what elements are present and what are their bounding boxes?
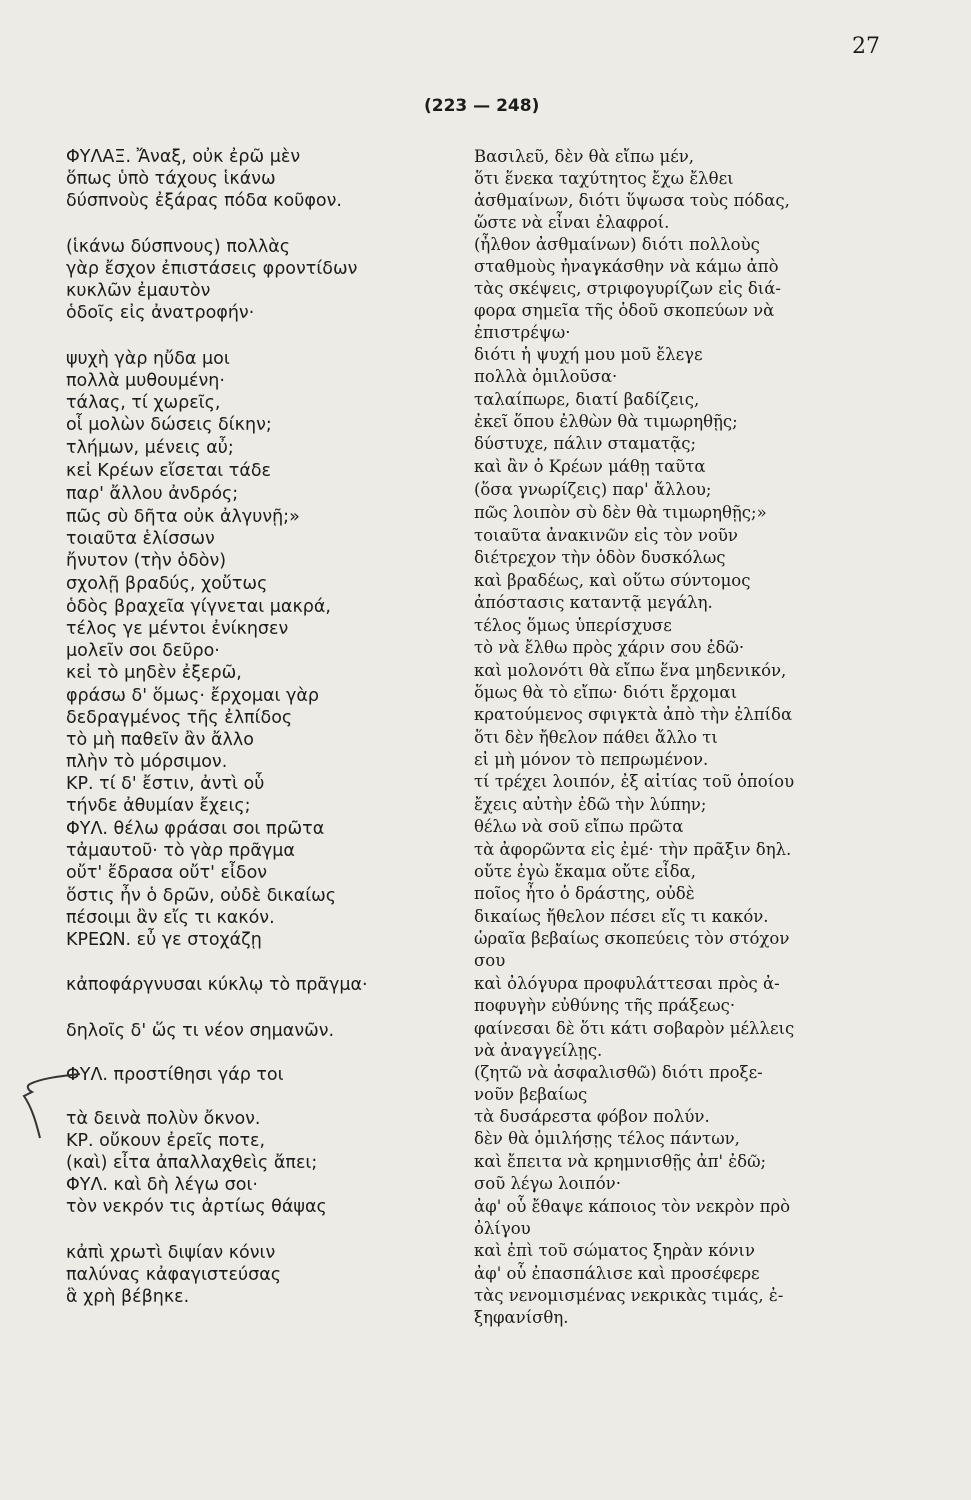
translation-line: καὶ ὀλόγυρα προφυλάττεσαι πρὸς ἀ-	[474, 974, 780, 993]
greek-text-line: τὸν νεκρόν τις ἀρτίως θάψας	[66, 1197, 327, 1217]
translation-line: σοῦ λέγω λοιπόν·	[474, 1174, 621, 1193]
translation-line: ἐπιστρέψω·	[474, 323, 571, 342]
greek-text-line: τήνδε ἀθυμίαν ἔχεις;	[66, 796, 251, 816]
greek-text-line: τλήμων, μένεις αὖ;	[66, 438, 234, 458]
greek-text-line: ὅστις ἦν ὁ δρῶν, οὐδὲ δικαίως	[66, 886, 337, 906]
greek-text-line: ΦΥΛ. καὶ δὴ λέγω σοι·	[66, 1175, 258, 1195]
greek-text-line: ΚΡ. τί δ' ἔστιν, ἀντὶ οὗ	[66, 774, 265, 794]
greek-text-line: ἃ χρὴ βέβηκε.	[66, 1287, 190, 1307]
translation-line: ὡραῖα βεβαίως σκοπεύεις τὸν στόχον	[474, 929, 790, 948]
translation-line: τὰς νενομισμένας νεκρικὰς τιμάς, ἐ-	[474, 1286, 784, 1305]
greek-text-line: ΚΡΕΩΝ. εὖ γε στοχάζῃ	[66, 930, 262, 950]
greek-text-line: ΦΥΛ. προστίθησι γάρ τοι	[66, 1065, 284, 1085]
greek-text-line: παρ' ἄλλου ἀνδρός;	[66, 484, 239, 504]
translation-line: ὅτι ἕνεκα ταχύτητος ἔχω ἔλθει	[474, 169, 734, 188]
greek-text-line: ΦΥΛΑΞ. Ἄναξ, οὐκ ἐρῶ μὲν	[66, 147, 301, 167]
translation-line: εἰ μὴ μόνον τὸ πεπρωμένον.	[474, 750, 709, 769]
greek-text-line: γὰρ ἔσχον ἐπιστάσεις φροντίδων	[66, 259, 358, 279]
translation-line: διότι ἡ ψυχή μου μοῦ ἔλεγε	[474, 345, 703, 364]
translation-line: Βασιλεῦ, δὲν θὰ εἴπω μέν,	[474, 147, 695, 166]
translation-line: ταλαίπωρε, διατί βαδίζεις,	[474, 390, 700, 409]
translation-line: πολλὰ ὁμιλοῦσα·	[474, 367, 618, 386]
translation-line: ὅτι δὲν ἤθελον πάθει ἄλλο τι	[474, 728, 718, 747]
translation-line: καὶ βραδέως, καὶ οὕτω σύντομος	[474, 571, 751, 590]
greek-text-line: κεἰ Κρέων εἴσεται τάδε	[66, 461, 272, 481]
greek-text-line: τὸ μὴ παθεῖν ἂν ἄλλο	[66, 730, 254, 750]
greek-text-line: κυκλῶν ἐμαυτὸν	[66, 281, 211, 301]
greek-text-line: δεδραγμένος τῆς ἐλπίδος	[66, 708, 293, 728]
greek-text-line: ΦΥΛ. θέλω φράσαι σοι πρῶτα	[66, 819, 325, 839]
translation-line: τοιαῦτα ἀνακινῶν εἰς τὸν νοῦν	[474, 526, 738, 545]
translation-line: φορα σημεῖα τῆς ὁδοῦ σκοπεύων νὰ	[474, 301, 775, 320]
translation-line: καὶ ἐπὶ τοῦ σώματος ξηρὰν κόνιν	[474, 1241, 755, 1260]
translation-line: πῶς λοιπὸν σὺ δὲν θὰ τιμωρηθῇς;»	[474, 503, 767, 522]
greek-text-line: παλύνας κἀφαγιστεύσας	[66, 1265, 282, 1285]
translation-line: ὥστε νὰ εἶναι ἐλαφροί.	[474, 213, 670, 232]
translation-line: κρατούμενος σφιγκτὰ ἀπὸ τὴν ἐλπίδα	[474, 705, 793, 724]
translation-line: τὰ δυσάρεστα φόβον πολύν.	[474, 1107, 710, 1126]
translation-line: (ζητῶ νὰ ἀσφαλισθῶ) διότι προξε-	[474, 1063, 763, 1082]
translation-line: καὶ ἂν ὁ Κρέων μάθῃ ταῦτα	[474, 457, 706, 476]
greek-text-line: ἤνυτον (τὴν ὁδὸν)	[66, 551, 227, 571]
translation-line: τὸ νὰ ἔλθω πρὸς χάριν σου ἐδῶ·	[474, 638, 745, 657]
translation-line: τέλος ὅμως ὑπερίσχυσε	[474, 616, 672, 635]
greek-text-line: πῶς σὺ δῆτα οὐκ ἀλγυνῇ;»	[66, 507, 300, 527]
greek-text-line: μολεῖν σοι δεῦρο·	[66, 641, 220, 661]
greek-text-line: τὰ δεινὰ πολὺν ὄκνον.	[66, 1109, 261, 1129]
translation-line: σταθμοὺς ἠναγκάσθην νὰ κάμω ἀπὸ	[474, 257, 779, 276]
translation-line: φαίνεσαι δὲ ὅτι κάτι σοβαρὸν μέλλεις	[474, 1019, 795, 1038]
greek-text-line: πέσοιμι ἂν εἴς τι κακόν.	[66, 908, 275, 928]
greek-text-line: ψυχὴ γὰρ ηὔδα μοι	[66, 349, 230, 369]
translation-line: (ὅσα γνωρίζεις) παρ' ἄλλου;	[474, 480, 712, 499]
translation-line: ἐκεῖ ὅπου ἐλθὼν θὰ τιμωρηθῇς;	[474, 412, 738, 431]
translation-line: ὀλίγου	[474, 1219, 531, 1238]
translation-line: ἀφ' οὗ ἐπασπάλισε καὶ προσέφερε	[474, 1264, 760, 1283]
greek-text-line: δηλοῖς δ' ὥς τι νέον σημανῶν.	[66, 1021, 335, 1041]
translation-line: τὰ ἀφορῶντα εἰς ἐμέ· τὴν πρᾶξιν δηλ.	[474, 840, 792, 859]
translation-line: τὰς σκέψεις, στριφογυρίζων εἰς διά-	[474, 279, 781, 298]
translation-line: θέλω νὰ σοῦ εἴπω πρῶτα	[474, 817, 684, 836]
greek-text-line: τοιαῦτα ἑλίσσων	[66, 529, 215, 549]
greek-text-line: ὁδοῖς εἰς ἀνατροφήν·	[66, 303, 255, 323]
greek-text-line: πλὴν τὸ μόρσιμον.	[66, 752, 228, 772]
translation-line: οὔτε ἐγὼ ἔκαμα οὔτε εἶδα,	[474, 862, 696, 881]
translation-line: νὰ ἀναγγείλῃς.	[474, 1041, 603, 1060]
greek-text-line: σχολῇ βραδύς, χοὔτως	[66, 574, 268, 594]
greek-text-line: κεἰ τὸ μηδὲν ἐξερῶ,	[66, 663, 242, 683]
translation-line: ποφυγὴν εὐθύνης τῆς πράξεως·	[474, 996, 736, 1015]
translation-line: ξηφανίσθη.	[474, 1308, 569, 1327]
greek-text-line: φράσω δ' ὅμως· ἔρχομαι γὰρ	[66, 686, 320, 706]
margin-bracket-mark	[22, 1068, 82, 1142]
greek-text-line: οἷ μολὼν δώσεις δίκην;	[66, 415, 272, 435]
greek-text-line: πολλὰ μυθουμένη·	[66, 371, 225, 391]
greek-text-line: δύσπνοὺς ἐξάρας πόδα κοῦφον.	[66, 191, 342, 211]
greek-text-line: ὁδὸς βραχεῖα γίγνεται μακρά,	[66, 597, 331, 617]
greek-text-line: (ἱκάνω δύσπνους) πολλὰς	[66, 237, 291, 257]
greek-text-line: κἀποφάργνυσαι κύκλῳ τὸ πρᾶγμα·	[66, 975, 368, 995]
translation-line: διέτρεχον τὴν ὁδὸν δυσκόλως	[474, 548, 726, 567]
translation-line: ὅμως θὰ τὸ εἴπω· διότι ἔρχομαι	[474, 683, 738, 702]
greek-text-line: κἀπὶ χρωτὶ διψίαν κόνιν	[66, 1243, 276, 1263]
page-number: 27	[852, 34, 880, 59]
translation-line: νοῦν βεβαίως	[474, 1085, 588, 1104]
translation-line: ἀπόστασις καταντᾷ μεγάλη.	[474, 593, 713, 612]
translation-line: ποῖος ἦτο ὁ δράστης, οὐδὲ	[474, 884, 695, 903]
translation-line: δὲν θὰ ὁμιλήσῃς τέλος πάντων,	[474, 1129, 740, 1148]
translation-line: ἔχεις αὐτὴν ἐδῶ τὴν λύπην;	[474, 795, 707, 814]
translation-line: δύστυχε, πάλιν σταματᾷς;	[474, 434, 697, 453]
greek-text-line: ΚΡ. οὔκουν ἐρεῖς ποτε,	[66, 1131, 266, 1151]
greek-text-line: τάλας, τί χωρεῖς,	[66, 393, 221, 413]
translation-line: τί τρέχει λοιπόν, ἐξ αἰτίας τοῦ ὁποίου	[474, 772, 795, 791]
translation-line: ἀσθμαίνων, διότι ὕψωσα τοὺς πόδας,	[474, 191, 790, 210]
translation-line: καὶ ἔπειτα νὰ κρημνισθῇς ἀπ' ἐδῶ;	[474, 1152, 767, 1171]
translation-line: δικαίως ἤθελον πέσει εἴς τι κακόν.	[474, 907, 769, 926]
greek-text-line: ὅπως ὑπὸ τάχους ἱκάνω	[66, 169, 276, 189]
translation-line: (ἦλθον ἀσθμαίνων) διότι πολλοὺς	[474, 235, 760, 254]
greek-text-line: τέλος γε μέντοι ἐνίκησεν	[66, 619, 289, 639]
translation-line: καὶ μολονότι θὰ εἴπω ἕνα μηδενικόν,	[474, 661, 787, 680]
greek-text-line: τἀμαυτοῦ· τὸ γὰρ πρᾶγμα	[66, 841, 295, 861]
translation-line: ἀφ' οὗ ἔθαψε κάποιος τὸν νεκρὸν πρὸ	[474, 1197, 791, 1216]
greek-text-line: οὔτ' ἔδρασα οὔτ' εἶδον	[66, 863, 268, 883]
greek-text-line: (καὶ) εἶτα ἀπαλλαχθεὶς ἄπει;	[66, 1153, 318, 1173]
translation-line: σου	[474, 951, 506, 970]
section-range-heading: (223 — 248)	[424, 96, 540, 116]
